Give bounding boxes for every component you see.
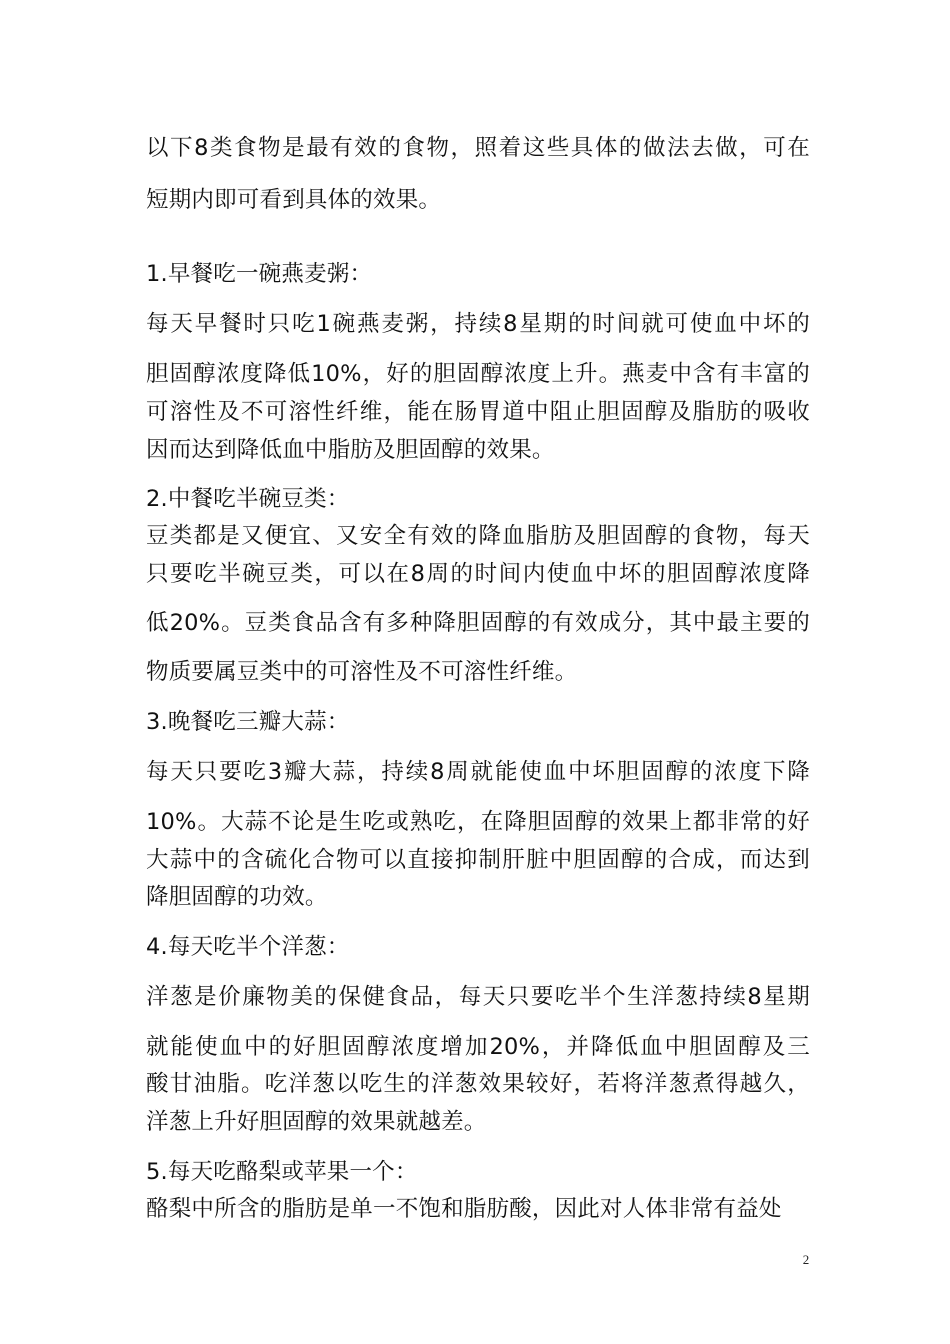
section-3-line-3: 大蒜中的含硫化合物可以直接抑制肝脏中胆固醇的合成，而达到 bbox=[146, 847, 810, 873]
section-3-heading: 3.晚餐吃三瓣大蒜： bbox=[146, 709, 350, 735]
section-2-line-4: 物质要属豆类中的可溶性及不可溶性纤维。 bbox=[146, 659, 578, 685]
section-4-line-2: 就能使血中的好胆固醇浓度增加20%，并降低血中胆固醇及三 bbox=[146, 1034, 810, 1060]
section-4-line-4: 洋葱上升好胆固醇的效果就越差。 bbox=[146, 1109, 487, 1135]
intro-line-1: 以下8类食物是最有效的食物，照着这些具体的做法去做，可在 bbox=[146, 135, 810, 161]
section-1-line-4: 因而达到降低血中脂肪及胆固醇的效果。 bbox=[146, 437, 555, 463]
section-1-heading: 1.早餐吃一碗燕麦粥： bbox=[146, 261, 373, 287]
section-2-line-2: 只要吃半碗豆类，可以在8周的时间内使血中坏的胆固醇浓度降 bbox=[146, 561, 810, 587]
section-3-line-2: 10%。大蒜不论是生吃或熟吃，在降胆固醇的效果上都非常的好 bbox=[146, 809, 810, 835]
section-5-line-1: 酪梨中所含的脂肪是单一不饱和脂肪酸，因此对人体非常有益处 bbox=[146, 1196, 782, 1222]
section-2-heading: 2.中餐吃半碗豆类： bbox=[146, 486, 350, 512]
page-number: 2 bbox=[802, 1252, 810, 1267]
section-3-line-4: 降胆固醇的功效。 bbox=[146, 884, 328, 910]
section-1-line-1: 每天早餐时只吃1碗燕麦粥，持续8星期的时间就可使血中坏的 bbox=[146, 311, 810, 337]
section-3-line-1: 每天只要吃3瓣大蒜，持续8周就能使血中坏胆固醇的浓度下降 bbox=[146, 759, 810, 785]
intro-line-2: 短期内即可看到具体的效果。 bbox=[146, 187, 442, 213]
section-2-line-1: 豆类都是又便宜、又安全有效的降血脂肪及胆固醇的食物，每天 bbox=[146, 523, 810, 549]
section-5-heading: 5.每天吃酪梨或苹果一个： bbox=[146, 1159, 418, 1185]
section-4-heading: 4.每天吃半个洋葱： bbox=[146, 934, 350, 960]
section-4-line-3: 酸甘油脂。吃洋葱以吃生的洋葱效果较好，若将洋葱煮得越久， bbox=[146, 1071, 810, 1097]
section-2-line-3: 低20%。豆类食品含有多种降胆固醇的有效成分，其中最主要的 bbox=[146, 610, 810, 636]
section-4-line-1: 洋葱是价廉物美的保健食品，每天只要吃半个生洋葱持续8星期 bbox=[146, 984, 810, 1010]
section-1-line-2: 胆固醇浓度降低10%，好的胆固醇浓度上升。燕麦中含有丰富的 bbox=[146, 361, 810, 387]
section-1-line-3: 可溶性及不可溶性纤维，能在肠胃道中阻止胆固醇及脂肪的吸收 bbox=[146, 399, 810, 425]
